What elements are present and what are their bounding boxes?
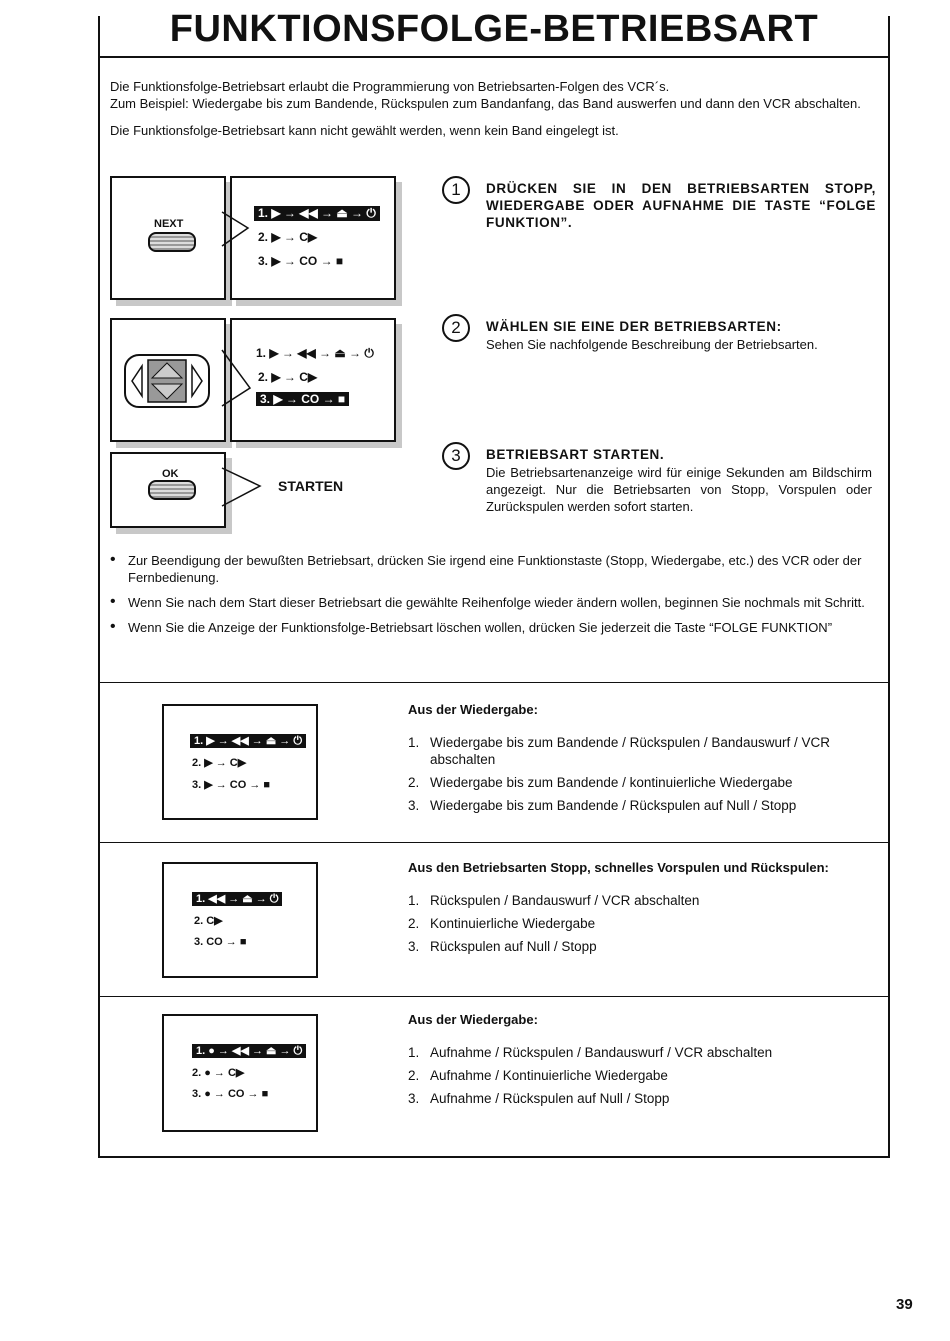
step-number: 2 <box>442 314 470 342</box>
mode-row-3: 3. ▶ → CO → ■ <box>192 779 271 791</box>
title-divider <box>98 56 890 58</box>
list-item: 3. Wiedergabe bis zum Bandende / Rückspulen auf Null / Stopp <box>408 798 797 813</box>
osd-row-3: 3. ▶ → CO → ■ <box>258 254 344 268</box>
note-item: • Zur Beendigung der bewußten Betriebsart, drücken Sie irgend eine Funktionstaste (Stopp, Wiedergabe, etc.) des VCR oder der Fernbedienung. <box>110 552 874 586</box>
list-item: 1. Rückspulen / Bandauswurf / VCR abschalten <box>408 893 700 908</box>
step-number: 1 <box>442 176 470 204</box>
section-divider <box>98 996 888 997</box>
section-heading: Aus der Wiedergabe: <box>408 1012 538 1027</box>
mode-screen-2 <box>162 862 318 978</box>
intro-text <box>110 78 874 149</box>
list-item: 2. Kontinuierliche Wiedergabe <box>408 916 596 931</box>
section-list <box>408 892 874 961</box>
list-item: 2. Aufnahme / Kontinuierliche Wiedergabe <box>408 1068 668 1083</box>
list-item: 3. Rückspulen auf Null / Stopp <box>408 939 597 954</box>
mode-row-2: 2. ● → C▶ <box>192 1067 245 1079</box>
page-number: 39 <box>896 1296 913 1313</box>
mode-row-1: 1. ● → ◀◀ → ⏏ → ⏻ <box>192 1044 306 1058</box>
intro-paragraph-2: Zum Beispiel: Wiedergabe bis zum Bandende, Rückspulen zum Bandanfang, das Band auswerfen und dann den VCR abschalten. <box>110 96 861 111</box>
list-item: 2. Wiedergabe bis zum Bandende / kontinuierliche Wiedergabe <box>408 775 793 790</box>
remote-next-panel <box>110 176 226 300</box>
section-heading: Aus den Betriebsarten Stopp, schnelles Vorspulen und Rückspulen: <box>408 860 829 875</box>
step-body: Sehen Sie nachfolgende Beschreibung der Betriebsarten. <box>486 337 818 352</box>
remote-ok-panel <box>110 452 226 528</box>
mode-row-2: 2. ▶ → C▶ <box>192 757 247 769</box>
step-heading: BETRIEBSART STARTEN. <box>486 447 665 462</box>
ok-button[interactable] <box>148 480 196 500</box>
direction-pad-icon[interactable] <box>124 354 210 408</box>
start-label: STARTEN <box>278 478 344 494</box>
list-item: 1. Aufnahme / Rückspulen / Bandauswurf / VCR abschalten <box>408 1045 773 1060</box>
step-body: Die Betriebsartenanzeige wird für einige Sekunden am Bildschirm angezeigt. Nur die Betriebsarten von Stopp, Vorspulen oder Zurückspulen werden sofort starten. <box>486 465 872 514</box>
section-list <box>408 1044 874 1113</box>
next-label: NEXT <box>154 218 184 230</box>
remote-dpad-panel <box>110 318 226 442</box>
pointer-arrow-1 <box>220 210 260 254</box>
step-heading: WÄHLEN SIE EINE DER BETRIEBSARTEN: <box>486 319 782 334</box>
intro-paragraph-1: Die Funktionsfolge-Betriebsart erlaubt die Programmierung von Betriebsarten-Folgen des VCR´s. <box>110 79 670 94</box>
osd-row-1: 1. ▶ → ◀◀ → ⏏ → ⏻ <box>254 206 380 221</box>
osd-row-3: 3. ▶ → CO → ■ <box>256 392 349 406</box>
note-item: • Wenn Sie die Anzeige der Funktionsfolge-Betriebsart löschen wollen, drücken Sie jederzeit die Taste “FOLGE FUNKTION” <box>110 619 874 636</box>
intro-paragraph-3: Die Funktionsfolge-Betriebsart kann nicht gewählt werden, wenn kein Band eingelegt ist. <box>110 123 619 138</box>
mode-screen-1 <box>162 704 318 820</box>
mode-screen-3 <box>162 1014 318 1132</box>
pointer-arrow-3 <box>220 466 264 510</box>
step-number: 3 <box>442 442 470 470</box>
section-list <box>408 734 874 820</box>
step-heading: DRÜCKEN SIE IN DEN BETRIEBSARTEN STOPP, WIEDERGABE ODER AUFNAHME DIE TASTE “FOLGE FUNKTION”. <box>486 181 876 230</box>
mode-row-1: 1. ▶ → ◀◀ → ⏏ → ⏻ <box>190 734 306 748</box>
list-item: 3. Aufnahme / Rückspulen auf Null / Stopp <box>408 1091 670 1106</box>
list-item: 1. Wiedergabe bis zum Bandende / Rückspulen / Bandauswurf / VCR abschalten <box>408 735 830 767</box>
mode-row-3: 3. CO → ■ <box>194 936 247 948</box>
note-item: • Wenn Sie nach dem Start dieser Betriebsart die gewählte Reihenfolge wieder ändern wollen, beginnen Sie nochmals mit Schritt. <box>110 594 874 611</box>
mode-row-2: 2. C▶ <box>194 915 223 927</box>
section-divider <box>98 842 888 843</box>
ok-label: OK <box>162 468 179 480</box>
page-title: FUNKTIONSFOLGE-BETRIEBSART <box>169 8 819 50</box>
section-divider <box>98 682 888 683</box>
mode-row-3: 3. ● → CO → ■ <box>192 1088 269 1100</box>
next-button[interactable] <box>148 232 196 252</box>
osd-row-2: 2. ▶ → C▶ <box>258 230 318 244</box>
section-heading: Aus der Wiedergabe: <box>408 702 538 717</box>
osd-row-2: 2. ▶ → C▶ <box>258 370 318 384</box>
osd-row-1: 1. ▶ → ◀◀ → ⏏ → ⏻ <box>256 346 374 360</box>
notes-list <box>110 552 874 644</box>
pointer-arrow-2 <box>220 348 260 408</box>
mode-row-1: 1. ◀◀ → ⏏ → ⏻ <box>192 892 282 906</box>
